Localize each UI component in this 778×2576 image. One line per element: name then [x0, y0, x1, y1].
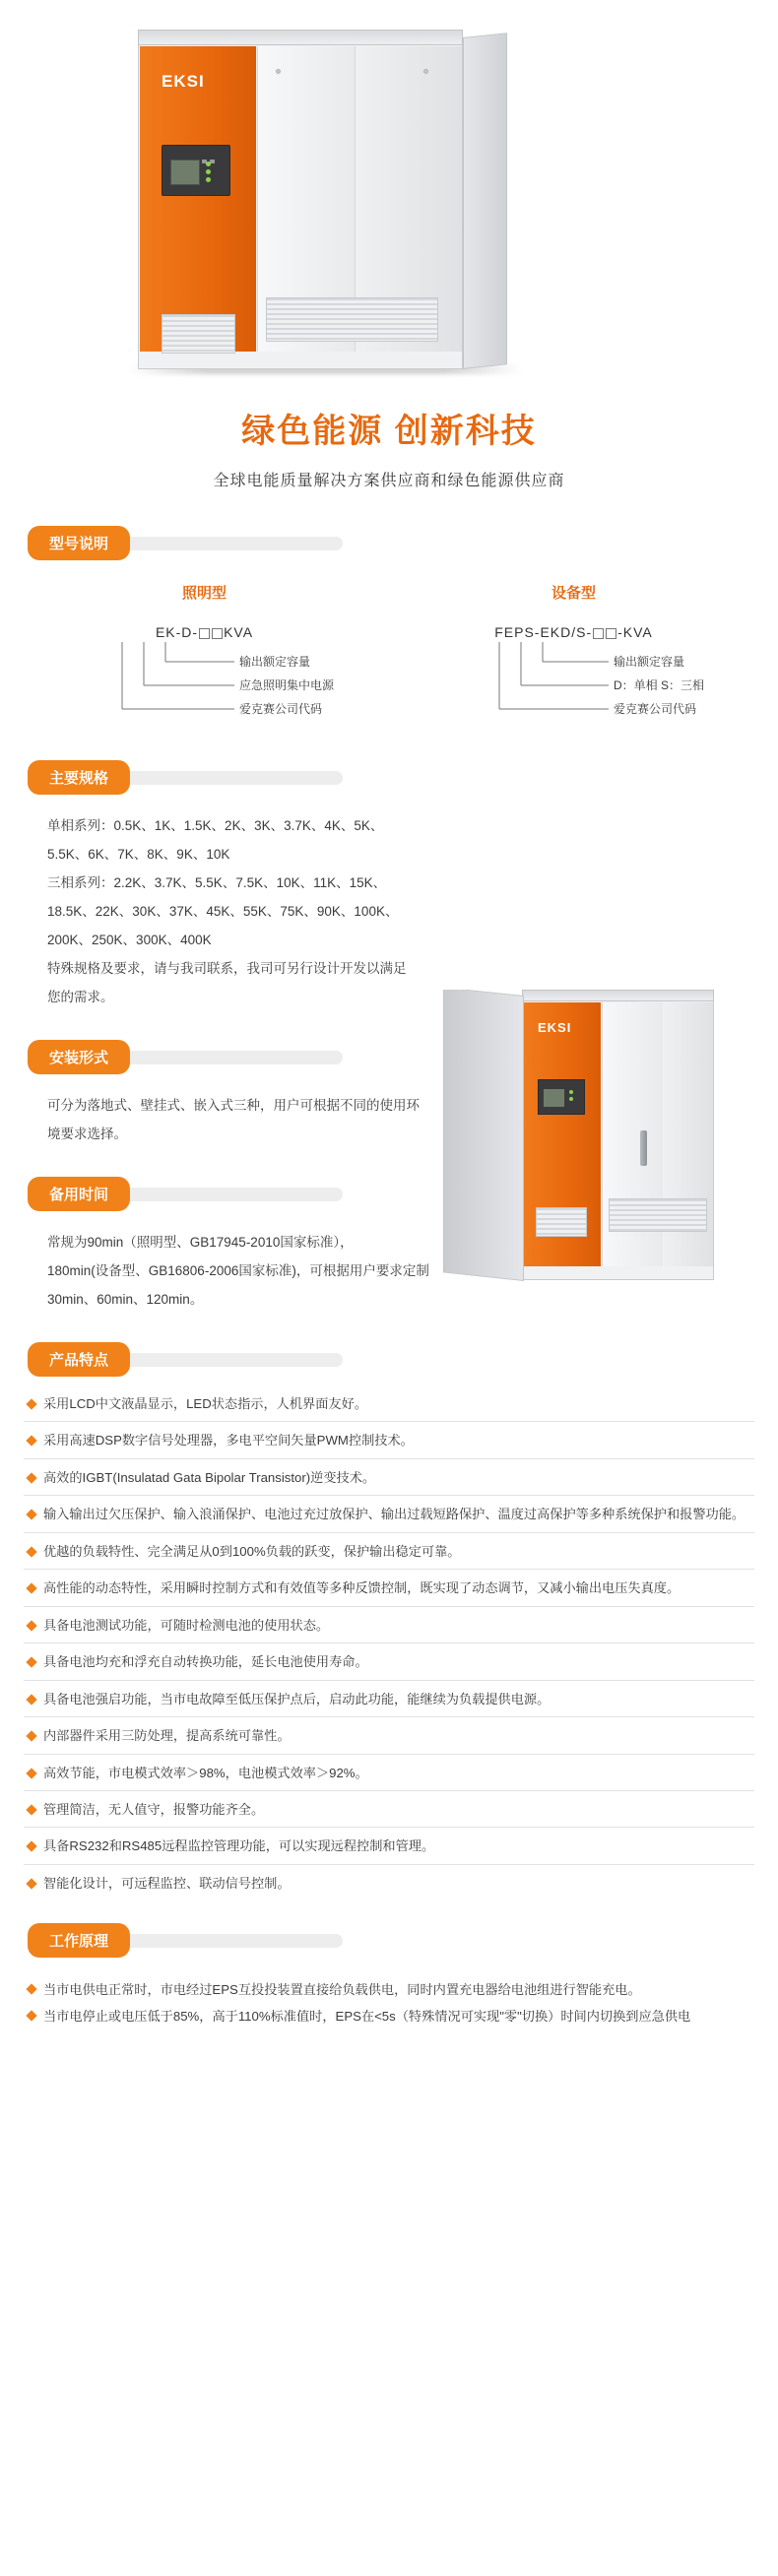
screw-icon: [276, 69, 281, 74]
diamond-bullet-icon: [26, 1657, 36, 1668]
section-title-features: 产品特点: [28, 1342, 130, 1377]
feature-text: 管理简洁，无人值守，报警功能齐全。: [43, 1801, 265, 1817]
feature-text: 高效节能，市电模式效率＞98%，电池模式效率＞92%。: [43, 1765, 368, 1780]
cabinet-top: [138, 30, 463, 45]
brand-logo-2: EKSI: [538, 1020, 572, 1035]
slogan-title: 绿色能源 创新科技: [241, 413, 537, 450]
diamond-bullet-icon: [26, 1472, 36, 1483]
list-item: [24, 1836, 754, 1856]
feature-text: 采用LCD中文液晶显示，LED状态指示，人机界面友好。: [43, 1396, 367, 1411]
divider: [24, 1716, 754, 1717]
install-line: 可分为落地式、壁挂式、嵌入式三种，用户可根据不同的使用环: [47, 1098, 420, 1113]
vent-grille-right: [266, 297, 438, 342]
svg-text:输出额定容量: 输出额定容量: [238, 655, 310, 669]
list-item: [24, 1726, 754, 1746]
list-item: [24, 2006, 754, 2027]
model-heading-equipment: 设备型: [551, 585, 596, 602]
spec-line: 18.5K、22K、30K、37K、45K、55K、75K、90K、100K、: [47, 904, 399, 919]
diamond-bullet-icon: [26, 1984, 36, 1995]
svg-text:爱克赛公司代码: 爱克赛公司代码: [613, 702, 696, 716]
section-title-spec: 主要规格: [28, 760, 130, 795]
cabinet-door-orange: [140, 46, 256, 352]
install-line: 境要求选择。: [47, 1127, 127, 1141]
list-item: [24, 1690, 754, 1709]
divider: [24, 1680, 754, 1681]
diamond-bullet-icon: [26, 2011, 36, 2022]
placeholder-box-icon: [212, 628, 223, 639]
section-header-features: [0, 1342, 778, 1377]
diamond-bullet-icon: [26, 1694, 36, 1705]
spec-text: [0, 812, 778, 1010]
list-item: [24, 1616, 754, 1636]
product-hero-image-2: [443, 990, 768, 1305]
model-heading-lighting: 照明型: [181, 585, 227, 602]
placeholder-box-icon: [593, 628, 604, 639]
diamond-bullet-icon: [26, 1546, 36, 1557]
divider: [24, 1458, 754, 1459]
lcd-display-2: [544, 1089, 564, 1107]
list-item: [24, 1431, 754, 1450]
model-col-lighting: [20, 582, 389, 731]
vent-grille-left-2: [536, 1207, 587, 1237]
backup-line: 30min、60min、120min。: [47, 1292, 204, 1307]
cabinet-side-panel-2: [443, 990, 524, 1281]
led-indicators-2: [569, 1090, 573, 1104]
model-leader-lines-lighting: [28, 640, 382, 731]
diamond-bullet-icon: [26, 1583, 36, 1594]
svg-text:D：单相 S：三相: D：单相 S：三相: [613, 678, 704, 692]
diamond-bullet-icon: [26, 1878, 36, 1889]
diamond-bullet-icon: [26, 1841, 36, 1852]
spec-line: 单相系列：0.5K、1K、1.5K、2K、3K、3.7K、4K、5K、: [47, 818, 384, 833]
led-indicators: [206, 161, 224, 183]
section-header-principle: [0, 1923, 778, 1958]
vent-grille-right-2: [609, 1198, 707, 1232]
model-code-suffix: KVA: [224, 624, 254, 640]
placeholder-box-icon: [606, 628, 616, 639]
diamond-bullet-icon: [26, 1768, 36, 1778]
feature-text: 输入输出过欠压保护、输入浪涌保护、电池过充过放保护、输出过载短路保护、温度过高保护等多种系统保护和报警功能。: [43, 1507, 746, 1522]
list-item: [24, 1764, 754, 1783]
brand-logo: EKSI: [162, 72, 205, 91]
product-hero-image: [0, 0, 778, 394]
feature-text: 内部器件采用三防处理，提高系统可靠性。: [43, 1728, 291, 1744]
list-item: [24, 1874, 754, 1894]
model-code-equipment: [389, 624, 758, 640]
model-description-block: [0, 578, 778, 731]
vent-grille-left: [162, 314, 235, 354]
slogan-block: [0, 394, 778, 496]
diamond-bullet-icon: [26, 1436, 36, 1447]
divider: [24, 1790, 754, 1791]
section-title-model: 型号说明: [28, 526, 130, 560]
features-list: [0, 1394, 778, 1894]
slogan-subtitle: 全球电能质量解决方案供应商和绿色能源供应商: [213, 473, 565, 489]
diamond-bullet-icon: [26, 1730, 36, 1741]
model-code-lighting: [20, 624, 389, 640]
diamond-bullet-icon: [26, 1510, 36, 1520]
feature-text: 智能化设计，可远程监控、联动信号控制。: [43, 1875, 291, 1891]
control-panel-2: [538, 1079, 585, 1115]
diamond-bullet-icon: [26, 1620, 36, 1631]
panel-button-row: [170, 151, 224, 156]
divider: [24, 1606, 754, 1607]
divider: [24, 1827, 754, 1828]
diamond-bullet-icon: [26, 1398, 36, 1409]
door-handle-2: [640, 1130, 647, 1166]
list-item: [24, 1979, 754, 2000]
svg-text:输出额定容量: 输出额定容量: [613, 655, 684, 669]
principle-text: 当市电停止或电压低于85%，高于110%标准值时，EPS在<5s（特殊情况可实现"零"切换）时间内切换到应急供电: [43, 2009, 691, 2025]
list-item: [24, 1652, 754, 1672]
spec-line: 特殊规格及要求，请与我司联系，我司可另行设计开发以满足: [47, 961, 407, 976]
divider: [24, 1642, 754, 1643]
model-leader-lines-equipment: [397, 640, 751, 731]
section-header-model: [0, 526, 778, 560]
lcd-display: [170, 160, 200, 185]
spec-line: 您的需求。: [47, 990, 114, 1004]
control-panel: [162, 145, 230, 196]
section-title-backup: 备用时间: [28, 1177, 130, 1211]
screw-icon: [423, 69, 428, 74]
principle-text: 当市电供电正常时，市电经过EPS互投投装置直接给负载供电，同时内置充电器给电池组进行智能充电。: [43, 1982, 641, 1998]
cabinet-door-orange-2: [524, 1002, 601, 1266]
section-title-principle: 工作原理: [28, 1923, 130, 1958]
diamond-bullet-icon: [26, 1804, 36, 1815]
divider: [24, 1864, 754, 1865]
feature-text: 具备电池均充和浮充自动转换功能，延长电池使用寿命。: [43, 1654, 368, 1670]
feature-text: 具备RS232和RS485远程监控管理功能，可以实现远程控制和管理。: [43, 1838, 435, 1854]
section-title-install: 安装形式: [28, 1040, 130, 1074]
model-col-equipment: [389, 582, 758, 731]
divider: [24, 1532, 754, 1533]
divider: [24, 1421, 754, 1422]
backup-line: 180min(设备型、GB16806-2006国家标准)，可根据用户要求定制: [47, 1263, 429, 1278]
list-item: [24, 1468, 754, 1488]
feature-text: 高性能的动态特性，采用瞬时控制方式和有效值等多种反馈控制，既实现了动态调节，又减小输出电压失真度。: [43, 1580, 681, 1596]
cabinet-side-panel: [463, 32, 507, 369]
feature-text: 高效的IGBT(Insulatad Gata Bipolar Transistor)逆变技术。: [43, 1469, 376, 1485]
divider: [24, 1495, 754, 1496]
model-code-prefix: FEPS-EKD/S-: [494, 624, 593, 640]
divider: [24, 1569, 754, 1570]
model-code-suffix: -KVA: [617, 624, 653, 640]
svg-text:爱克赛公司代码: 爱克赛公司代码: [238, 702, 322, 716]
cabinet-top-2: [522, 990, 714, 1001]
backup-line: 常规为90min（照明型、GB17945-2010国家标准），: [47, 1235, 354, 1250]
feature-text: 优越的负载特性、完全满足从0到100%负载的跃变，保护输出稳定可靠。: [43, 1543, 461, 1559]
section-header-spec: [0, 760, 778, 795]
spec-line: 5.5K、6K、7K、8K、9K、10K: [47, 847, 230, 862]
spec-line: 200K、250K、300K、400K: [47, 933, 212, 947]
cabinet-illustration: [128, 30, 512, 379]
list-item: [24, 1542, 754, 1562]
list-item: [24, 1578, 754, 1598]
divider: [24, 1754, 754, 1755]
feature-text: 具备电池测试功能，可随时检测电池的使用状态。: [43, 1617, 330, 1633]
model-code-prefix: EK-D-: [155, 624, 199, 640]
list-item: [24, 1800, 754, 1820]
feature-text: 具备电池强启功能，当市电故障至低压保护点后，启动此功能，能继续为负载提供电源。: [43, 1691, 551, 1707]
svg-text:应急照明集中电源: 应急照明集中电源: [238, 678, 334, 692]
principle-list: [0, 1975, 778, 2062]
list-item: [24, 1505, 754, 1524]
spec-line: 三相系列：2.2K、3.7K、5.5K、7.5K、10K、11K、15K、: [47, 875, 387, 890]
list-item: [24, 1394, 754, 1414]
feature-text: 采用高速DSP数字信号处理器，多电平空间矢量PWM控制技术。: [43, 1433, 414, 1449]
placeholder-box-icon: [199, 628, 210, 639]
